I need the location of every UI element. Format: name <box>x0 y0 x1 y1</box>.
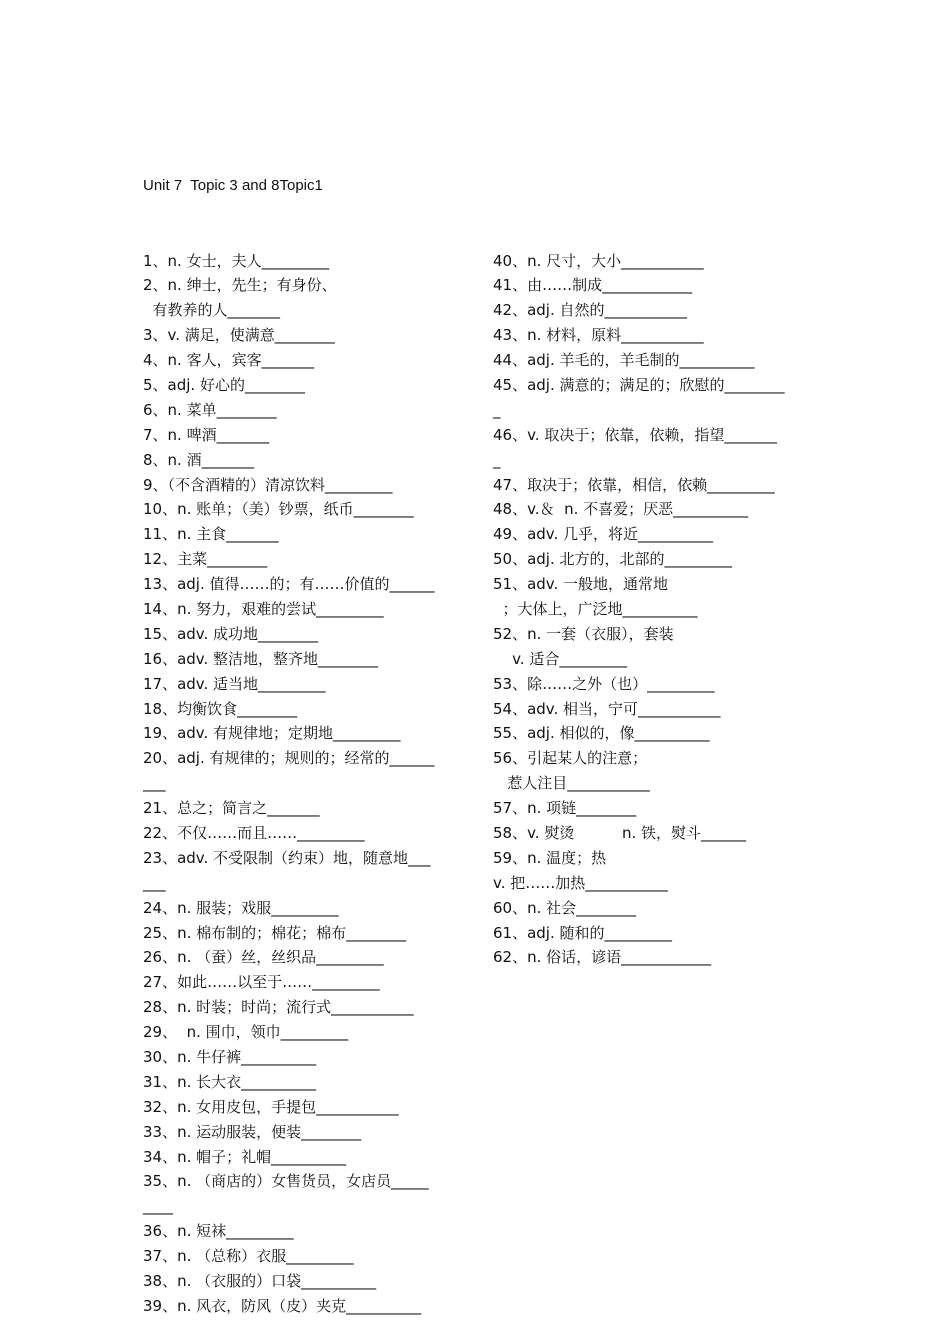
vocab-line: 29、 n. 围巾，领巾_________ <box>143 1023 349 1042</box>
vocab-line: 35、n. （商店的）女售货员，女店员_____ <box>143 1172 429 1191</box>
vocab-line: ___ <box>143 774 166 793</box>
vocab-line: 31、n. 长大衣__________ <box>143 1072 317 1091</box>
vocab-line: 58、v. 熨烫 n. 铁，熨斗______ <box>493 824 747 842</box>
vocab-line: 38、n. （衣服的）口袋__________ <box>143 1272 377 1291</box>
vocab-line: 46、v. 取决于；依靠，依赖，指望_______ <box>493 425 777 444</box>
vocab-line: 41、由……制成____________ <box>493 276 693 295</box>
vocab-line: 52、n. 一套（衣服），套装 <box>493 624 674 643</box>
vocab-line: 36、n. 短袜_________ <box>143 1222 294 1241</box>
vocab-line: 42、adj. 自然的___________ <box>493 301 688 320</box>
vocab-line: _ <box>493 450 501 469</box>
vocab-line: 56、引起某人的注意； <box>493 749 648 768</box>
page-title: Unit 7 Topic 3 and 8Topic1 <box>143 176 323 194</box>
vocab-line: 45、adj. 满意的；满足的；欣慰的________ <box>493 375 785 394</box>
vocab-line: 3、v. 满足，使满意________ <box>143 326 335 345</box>
vocab-line: 14、n. 努力，艰难的尝试_________ <box>143 599 384 618</box>
vocab-line: 57、n. 项链________ <box>493 799 637 818</box>
vocab-line: 44、adj. 羊毛的，羊毛制的__________ <box>493 351 755 370</box>
left-column <box>143 124 473 1319</box>
vocab-line: 55、adj. 相似的，像__________ <box>493 724 710 743</box>
vocab-line: 18、均衡饮食________ <box>143 699 298 718</box>
vocab-line: 13、adj. 值得……的；有……价值的______ <box>143 575 435 594</box>
vocab-line: 49、adv. 几乎，将近__________ <box>493 525 714 544</box>
vocab-line: ；大体上，广泛地__________ <box>493 599 698 618</box>
vocab-line: 有教养的人_______ <box>143 301 281 320</box>
vocab-line: 27、如此……以至于……_________ <box>143 973 380 992</box>
vocab-line: 62、n. 俗话，谚语____________ <box>493 948 712 967</box>
vocab-line: 9、（不含酒精的）清凉饮料_________ <box>143 475 393 494</box>
vocab-line: 6、n. 菜单________ <box>143 400 277 419</box>
vocab-line: 43、n. 材料，原料___________ <box>493 326 704 345</box>
vocab-line: 8、n. 酒_______ <box>143 450 255 469</box>
vocab-line: 10、n. 账单；（美）钞票，纸币________ <box>143 500 414 519</box>
vocab-line: 50、adj. 北方的，北部的_________ <box>493 550 733 569</box>
vocab-line: 61、adj. 随和的_________ <box>493 923 673 942</box>
vocab-line: 40、n. 尺寸，大小___________ <box>493 251 704 270</box>
vocab-line: 26、n. （蚕）丝，丝织品_________ <box>143 948 384 967</box>
vocab-line: 24、n. 服装；戏服_________ <box>143 898 339 917</box>
vocab-line: 33、n. 运动服装，便装________ <box>143 1122 362 1141</box>
vocab-line: 23、adv. 不受限制（约束）地，随意地___ <box>143 848 431 867</box>
vocab-line: 54、adv. 相当，宁可___________ <box>493 699 721 718</box>
vocab-line: 59、n. 温度；热 <box>493 848 607 867</box>
vocab-line: 4、n. 客人，宾客_______ <box>143 351 315 370</box>
right-column <box>493 124 823 970</box>
vocab-line: 51、adv. 一般地，通常地 <box>493 575 669 594</box>
vocab-line: v. 适合_________ <box>493 649 627 668</box>
vocab-line: 12、主菜________ <box>143 550 268 569</box>
vocab-line: ___ <box>143 873 166 892</box>
vocab-line: 惹人注目___________ <box>493 774 650 793</box>
vocab-line: 32、n. 女用皮包，手提包___________ <box>143 1097 399 1116</box>
vocab-line: 17、adv. 适当地_________ <box>143 674 326 693</box>
vocab-line: 1、n. 女士，夫人_________ <box>143 251 330 270</box>
vocab-line: 47、取决于；依靠，相信，依赖_________ <box>493 475 775 494</box>
vocab-line: 39、n. 风衣，防风（皮）夹克__________ <box>143 1296 422 1315</box>
vocab-line: 19、adv. 有规律地；定期地_________ <box>143 724 401 743</box>
vocab-line: 7、n. 啤酒_______ <box>143 425 270 444</box>
vocab-line: _ <box>493 400 501 419</box>
vocab-line: 30、n. 牛仔裤__________ <box>143 1048 317 1067</box>
vocab-line: 22、不仅……而且……_________ <box>143 824 365 842</box>
vocab-line: 15、adv. 成功地________ <box>143 624 319 643</box>
vocab-line: 2、n. 绅士，先生；有身份、 <box>143 276 337 295</box>
vocab-line: 20、adj. 有规律的；规则的；经常的______ <box>143 749 435 768</box>
vocab-line: ____ <box>143 1197 173 1216</box>
vocab-line: 28、n. 时装；时尚；流行式___________ <box>143 998 414 1017</box>
vocab-line: 11、n. 主食_______ <box>143 525 279 544</box>
vocab-line: 16、adv. 整洁地，整齐地________ <box>143 649 379 668</box>
vocab-line: 60、n. 社会________ <box>493 898 637 917</box>
vocab-line: 53、除……之外（也）_________ <box>493 674 715 693</box>
vocab-line: 37、n. （总称）衣服_________ <box>143 1247 354 1266</box>
vocab-line: v. 把……加热___________ <box>493 873 668 892</box>
vocab-line: 25、n. 棉布制的；棉花；棉布________ <box>143 923 407 942</box>
vocab-line: 34、n. 帽子；礼帽__________ <box>143 1147 347 1166</box>
vocab-line: 48、v.＆ n. 不喜爱；厌恶__________ <box>493 500 749 519</box>
vocab-line: 21、总之；简言之_______ <box>143 799 320 818</box>
vocab-line: 5、adj. 好心的________ <box>143 375 305 394</box>
